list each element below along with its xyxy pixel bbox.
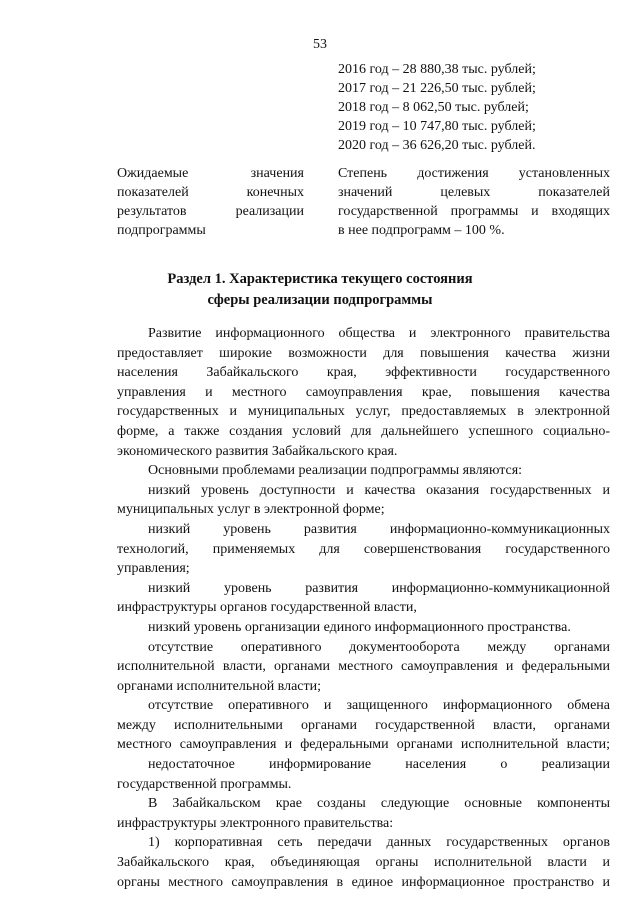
body-line: инфраструктуры электронного правительства: (117, 815, 394, 831)
body-line: В Забайкальском крае созданы следующие основные компоненты (148, 796, 610, 812)
section-title-line: сферы реализации подпрограммы (207, 292, 433, 308)
body-line: органы местного самоуправления в единое информационное пространство и (117, 874, 610, 890)
body-line: населения Забайкальского края, эффективности государственного (117, 365, 610, 381)
body-line: инфраструктуры органов государственной власти, (117, 600, 417, 616)
body-line: государственной программы. (117, 776, 292, 792)
body-line: низкий уровень развития информационно-коммуникационных (148, 521, 610, 537)
page-number: 53 (313, 37, 327, 52)
body-line: отсутствие оперативного и защищенного информационного обмена (148, 698, 610, 714)
funding-list (338, 60, 536, 155)
body-line: экономического развития Забайкальского края. (117, 443, 398, 459)
table-text-line: Ожидаемые значения (117, 166, 304, 181)
table-text-line: Степень достижения установленных (338, 166, 610, 181)
table-text-line: результатов реализации (117, 204, 304, 219)
body-line: недостаточное информирование населения о реализации (148, 757, 610, 773)
body-line: исполнительной власти, органами местного самоуправления и федеральными (117, 659, 610, 675)
funding-line: 2017 год – 21 226,50 тыс. рублей; (338, 81, 536, 96)
body-line: государственных и муниципальных услуг, предоставляемых в электронной (117, 404, 610, 420)
funding-line: 2020 год – 36 626,20 тыс. рублей. (338, 138, 536, 153)
body-text (117, 324, 610, 892)
expected-results-value (338, 164, 610, 240)
body-line: отсутствие оперативного документооборота между органами (148, 639, 610, 655)
section-title (0, 269, 640, 311)
body-line: управления; (117, 561, 190, 577)
body-line: 1) корпоративная сеть передачи данных государственных органов (148, 835, 610, 851)
body-line: Развитие информационного общества и электронного правительства (148, 326, 610, 341)
body-line: управления и местного самоуправления крае, повышения качества (117, 384, 610, 400)
body-line: между исполнительными органами государственной власти, органами (117, 717, 610, 733)
table-text-line: в нее подпрограмм – 100 %. (338, 223, 505, 238)
table-text-line: значений целевых показателей (338, 185, 610, 200)
table-text-line: подпрограммы (117, 223, 206, 238)
body-line: низкий уровень доступности и качества оказания государственных и (148, 482, 610, 498)
body-line: Забайкальского края, объединяющая органы исполнительной власти и (117, 855, 610, 871)
body-line: Основными проблемами реализации подпрограммы являются: (148, 463, 523, 479)
body-line: низкий уровень развития информационно-коммуникационной (148, 580, 610, 596)
body-line: органами исполнительной власти; (117, 678, 322, 694)
body-line: технологий, применяемых для совершенствования государственного (117, 541, 610, 557)
body-line: форме, а также создания условий для дальнейшего успешного социально- (117, 423, 610, 439)
table-text-line: государственной программы и входящих (338, 204, 610, 219)
body-line: предоставляет широкие возможности для повышения качества жизни (117, 345, 610, 361)
funding-line: 2018 год – 8 062,50 тыс. рублей; (338, 100, 529, 115)
funding-line: 2016 год – 28 880,38 тыс. рублей; (338, 62, 536, 77)
body-line: низкий уровень организации единого информационного пространства. (148, 619, 571, 635)
table-text-line: показателей конечных (117, 185, 304, 200)
expected-results-label (117, 164, 304, 240)
body-line: муниципальных услуг в электронной форме; (117, 502, 385, 518)
body-line: местного самоуправления и федеральными органами исполнительной власти; (117, 737, 610, 753)
funding-line: 2019 год – 10 747,80 тыс. рублей; (338, 119, 536, 134)
section-title-line: Раздел 1. Характеристика текущего состояния (167, 271, 473, 287)
